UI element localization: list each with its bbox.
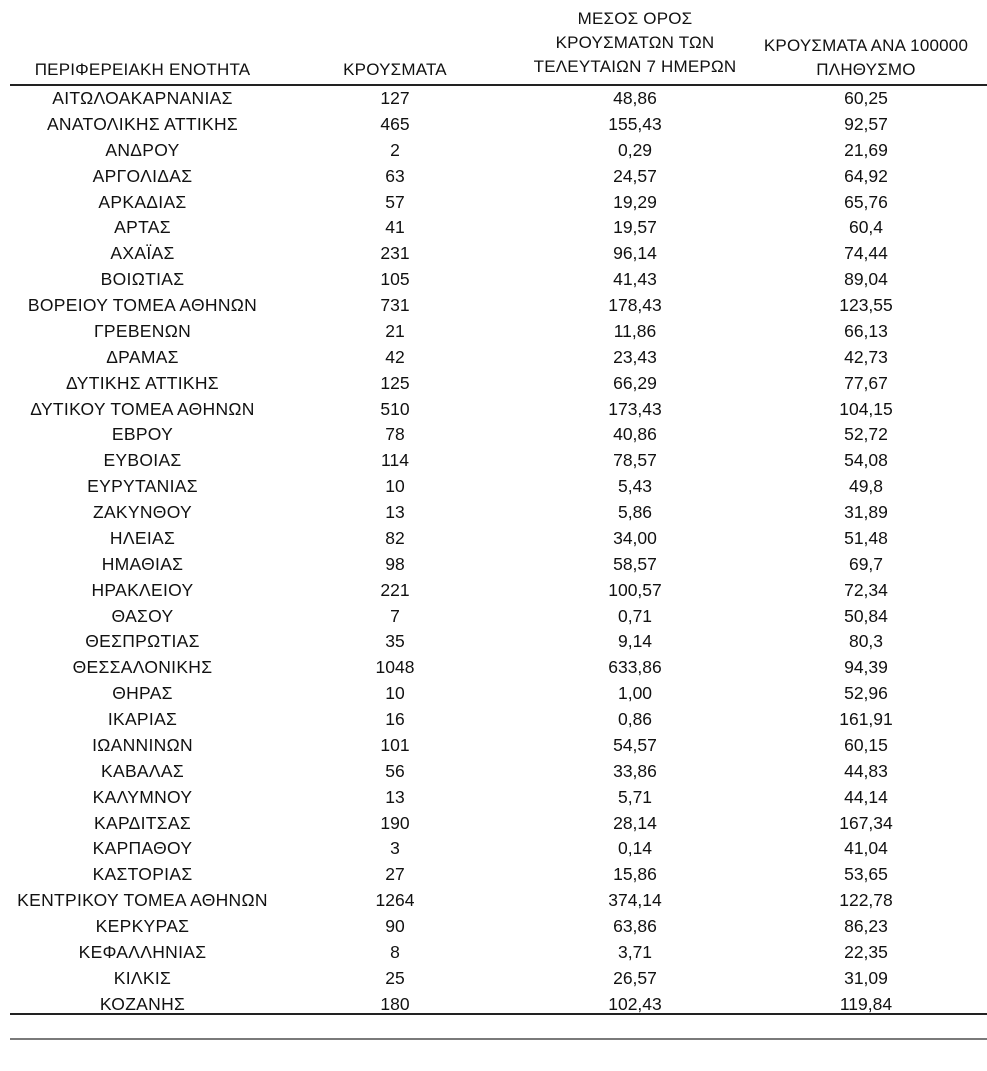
header-per100k-line-1: ΚΡΟΥΣΜΑΤΑ ΑΝΑ 100000	[763, 36, 969, 55]
cell-per100k: 44,14	[844, 786, 888, 807]
table-row	[10, 215, 987, 241]
cell-per100k: 122,78	[839, 890, 893, 911]
cases-table	[10, 0, 987, 1018]
cell-region: ΘΕΣΠΡΩΤΙΑΣ	[85, 631, 200, 652]
cell-avg7: 102,43	[608, 993, 662, 1014]
cell-per100k: 52,72	[844, 424, 888, 445]
table-row	[10, 552, 987, 578]
cell-cases: 7	[390, 605, 400, 626]
table-row	[10, 241, 987, 267]
cell-cases: 10	[385, 683, 405, 704]
table-row	[10, 681, 987, 707]
cell-cases: 114	[381, 450, 409, 471]
header-per100k-line-2: ΠΛΗΘΥΣΜΟ	[816, 60, 916, 79]
cell-per100k: 60,4	[848, 217, 884, 238]
table-row	[10, 422, 987, 448]
table-body	[10, 86, 987, 1018]
cell-region: ΘΗΡΑΣ	[112, 683, 173, 704]
cell-per100k: 119,84	[839, 993, 893, 1014]
cell-per100k: 86,23	[844, 916, 888, 936]
cell-cases: 13	[385, 502, 405, 522]
table-row	[10, 371, 987, 397]
cell-avg7: 34,00	[613, 527, 657, 548]
table-row	[10, 629, 987, 655]
cell-avg7: 3,71	[617, 941, 653, 962]
table-row	[10, 500, 987, 526]
table-row	[10, 914, 987, 940]
table-row	[10, 707, 987, 733]
cell-cases: 10	[385, 476, 405, 497]
cell-cases: 231	[380, 243, 410, 264]
page-bottom-rule	[10, 1038, 987, 1040]
cell-region: ΔΥΤΙΚΟΥ ΤΟΜΕΑ ΑΘΗΝΩΝ	[30, 398, 255, 419]
cell-per100k: 123,55	[839, 295, 893, 315]
cell-avg7: 24,57	[613, 165, 657, 186]
cell-region: ΔΡΑΜΑΣ	[106, 346, 179, 367]
cell-cases: 82	[385, 527, 405, 548]
table-row	[10, 785, 987, 811]
header-cases-line: ΚΡΟΥΣΜΑΤΑ	[343, 60, 447, 79]
cell-region: ΙΩΑΝΝΙΝΩΝ	[92, 734, 193, 755]
cell-avg7: 96,14	[613, 243, 657, 264]
cell-cases: 41	[385, 217, 405, 238]
table-row	[10, 759, 987, 785]
cell-region: ΖΑΚΥΝΘΟΥ	[92, 502, 193, 522]
cell-cases: 78	[385, 424, 405, 445]
table-row	[10, 267, 987, 293]
table-row	[10, 293, 987, 319]
cell-cases: 90	[385, 916, 405, 936]
table-row	[10, 190, 987, 216]
cell-region: ΑΙΤΩΛΟΑΚΑΡΝΑΝΙΑΣ	[52, 88, 233, 108]
table-row	[10, 319, 987, 345]
cell-per100k: 22,35	[844, 941, 888, 962]
cell-region: ΚΑΡΠΑΘΟΥ	[92, 838, 193, 859]
cell-region: ΚΕΦΑΛΛΗΝΙΑΣ	[78, 941, 207, 962]
table-row	[10, 397, 987, 423]
cell-avg7: 63,86	[613, 916, 657, 936]
table-bottom-rule	[10, 1013, 987, 1015]
cell-per100k: 80,3	[848, 631, 884, 652]
header-per100k	[745, 34, 987, 82]
cell-avg7: 40,86	[613, 424, 657, 445]
cell-cases: 8	[390, 941, 400, 962]
cell-cases: 510	[380, 398, 410, 419]
header-cases	[325, 58, 465, 82]
cell-per100k: 72,34	[844, 579, 888, 600]
cell-cases: 56	[385, 760, 405, 781]
cell-avg7: 19,57	[613, 217, 657, 238]
cell-per100k: 65,76	[844, 191, 888, 212]
cell-cases: 21	[385, 320, 405, 341]
cell-per100k: 161,91	[839, 709, 893, 729]
cell-cases: 63	[385, 165, 405, 186]
cell-region: ΗΜΑΘΙΑΣ	[101, 553, 184, 574]
cell-cases: 13	[385, 786, 405, 807]
cell-region: ΘΕΣΣΑΛΟΝΙΚΗΣ	[72, 657, 213, 678]
header-region	[10, 58, 275, 82]
cell-per100k: 31,09	[844, 967, 888, 988]
table-row	[10, 733, 987, 759]
cell-per100k: 167,34	[839, 812, 893, 833]
cell-avg7: 11,86	[613, 320, 657, 341]
cell-region: ΑΝΔΡΟΥ	[105, 139, 180, 160]
cell-avg7: 178,43	[608, 295, 662, 315]
cell-region: ΑΡΓΟΛΙΔΑΣ	[92, 165, 193, 186]
cell-per100k: 94,39	[844, 657, 888, 678]
table-row	[10, 655, 987, 681]
cell-per100k: 60,25	[844, 88, 888, 108]
table-row	[10, 862, 987, 888]
table-row	[10, 604, 987, 630]
cell-region: ΑΡΤΑΣ	[114, 217, 171, 238]
cell-avg7: 100,57	[608, 579, 662, 600]
cell-cases: 57	[385, 191, 405, 212]
cell-avg7: 0,14	[617, 838, 653, 859]
cell-cases: 3	[390, 838, 400, 859]
header-avg7-line-2: ΚΡΟΥΣΜΑΤΩΝ ΤΩΝ	[555, 33, 715, 52]
cell-cases: 105	[380, 269, 410, 290]
table-row	[10, 448, 987, 474]
cell-region: ΚΑΛΥΜΝΟΥ	[92, 786, 193, 807]
cell-avg7: 0,29	[617, 139, 653, 160]
table-row	[10, 138, 987, 164]
table-row	[10, 811, 987, 837]
cell-per100k: 92,57	[844, 113, 888, 134]
cell-region: ΚΑΒΑΛΑΣ	[101, 760, 184, 781]
cell-avg7: 633,86	[608, 657, 662, 678]
cell-cases: 180	[380, 993, 410, 1014]
cell-cases: 465	[380, 113, 410, 134]
cell-avg7: 78,57	[613, 450, 657, 471]
table-row	[10, 966, 987, 992]
cell-region: ΙΚΑΡΙΑΣ	[107, 709, 178, 729]
table-row	[10, 940, 987, 966]
cell-per100k: 31,89	[844, 502, 888, 522]
table-row	[10, 578, 987, 604]
table-row	[10, 112, 987, 138]
cell-cases: 16	[385, 709, 405, 729]
cell-per100k: 77,67	[844, 372, 888, 393]
cell-per100k: 21,69	[844, 139, 888, 160]
cell-avg7: 23,43	[613, 346, 657, 367]
cell-region: ΚΙΛΚΙΣ	[113, 967, 172, 988]
cell-region: ΑΡΚΑΔΙΑΣ	[98, 191, 187, 212]
cell-region: ΕΥΒΟΙΑΣ	[103, 450, 182, 471]
table-row	[10, 164, 987, 190]
cell-region: ΑΧΑΪΑΣ	[110, 243, 175, 264]
header-avg7-line-1: ΜΕΣΟΣ ΟΡΟΣ	[577, 9, 693, 28]
table-row	[10, 345, 987, 371]
cell-cases: 42	[385, 346, 405, 367]
cell-per100k: 44,83	[844, 760, 888, 781]
cell-avg7: 0,86	[617, 709, 653, 729]
cell-region: ΗΛΕΙΑΣ	[109, 527, 176, 548]
cell-avg7: 48,86	[613, 88, 657, 108]
cell-avg7: 54,57	[613, 734, 657, 755]
cell-region: ΚΕΝΤΡΙΚΟΥ ΤΟΜΕΑ ΑΘΗΝΩΝ	[17, 890, 268, 911]
cell-per100k: 50,84	[844, 605, 888, 626]
cell-avg7: 1,00	[617, 683, 653, 704]
table-row	[10, 474, 987, 500]
cell-cases: 101	[380, 734, 410, 755]
cell-per100k: 41,04	[844, 838, 888, 859]
cell-region: ΗΡΑΚΛΕΙΟΥ	[91, 579, 194, 600]
cell-avg7: 28,14	[613, 812, 657, 833]
cell-cases: 125	[380, 372, 410, 393]
table-header	[10, 0, 987, 86]
cell-cases: 127	[380, 88, 410, 108]
cell-per100k: 52,96	[844, 683, 888, 704]
header-avg7	[515, 7, 755, 79]
cell-per100k: 42,73	[844, 346, 888, 367]
cell-cases: 1264	[375, 890, 415, 911]
cell-region: ΓΡΕΒΕΝΩΝ	[93, 320, 192, 341]
cell-avg7: 26,57	[613, 967, 657, 988]
cell-cases: 190	[380, 812, 410, 833]
cell-cases: 221	[380, 579, 410, 600]
cell-region: ΔΥΤΙΚΗΣ ΑΤΤΙΚΗΣ	[66, 372, 219, 393]
cell-avg7: 155,43	[608, 113, 662, 134]
cell-avg7: 15,86	[613, 864, 657, 885]
cell-per100k: 49,8	[848, 476, 884, 497]
cell-cases: 98	[385, 553, 405, 574]
cell-avg7: 41,43	[613, 269, 657, 290]
cell-avg7: 58,57	[613, 553, 657, 574]
cell-region: ΚΟΖΑΝΗΣ	[99, 993, 186, 1014]
cell-per100k: 104,15	[839, 398, 893, 419]
cell-avg7: 5,71	[617, 786, 653, 807]
header-region-line: ΠΕΡΙΦΕΡΕΙΑΚΗ ΕΝΟΤΗΤΑ	[34, 60, 251, 79]
table-row	[10, 836, 987, 862]
cell-per100k: 60,15	[844, 734, 888, 755]
cell-per100k: 54,08	[844, 450, 888, 471]
cell-cases: 731	[380, 295, 410, 315]
cell-region: ΕΥΡΥΤΑΝΙΑΣ	[87, 476, 198, 497]
cell-region: ΑΝΑΤΟΛΙΚΗΣ ΑΤΤΙΚΗΣ	[46, 113, 239, 134]
cell-region: ΕΒΡΟΥ	[111, 424, 174, 445]
cell-avg7: 374,14	[608, 890, 662, 911]
cell-per100k: 66,13	[844, 320, 888, 341]
cell-per100k: 51,48	[844, 527, 888, 548]
cell-avg7: 9,14	[617, 631, 653, 652]
table-row	[10, 526, 987, 552]
header-avg7-line-3: ΤΕΛΕΥΤΑΙΩΝ 7 ΗΜΕΡΩΝ	[533, 57, 737, 76]
cell-region: ΚΑΣΤΟΡΙΑΣ	[92, 864, 193, 885]
cell-per100k: 64,92	[844, 165, 888, 186]
cell-avg7: 0,71	[617, 605, 653, 626]
cell-cases: 1048	[375, 657, 415, 678]
cell-cases: 35	[385, 631, 405, 652]
cell-region: ΚΑΡΔΙΤΣΑΣ	[94, 812, 191, 833]
cell-cases: 25	[385, 967, 405, 988]
cell-avg7: 19,29	[613, 191, 657, 212]
cell-region: ΘΑΣΟΥ	[111, 605, 174, 626]
table-row	[10, 888, 987, 914]
cell-avg7: 5,43	[617, 476, 653, 497]
cell-region: ΒΟΡΕΙΟΥ ΤΟΜΕΑ ΑΘΗΝΩΝ	[27, 295, 258, 315]
cell-region: ΒΟΙΩΤΙΑΣ	[100, 269, 185, 290]
cell-per100k: 74,44	[844, 243, 888, 264]
table-row	[10, 86, 987, 112]
cell-cases: 2	[390, 139, 400, 160]
cell-avg7: 5,86	[617, 502, 653, 522]
cell-per100k: 69,7	[848, 553, 884, 574]
cell-per100k: 89,04	[844, 269, 888, 290]
cell-avg7: 173,43	[608, 398, 662, 419]
cell-region: ΚΕΡΚΥΡΑΣ	[95, 916, 190, 936]
cell-avg7: 33,86	[613, 760, 657, 781]
cell-avg7: 66,29	[613, 372, 657, 393]
cell-cases: 27	[385, 864, 405, 885]
cell-per100k: 53,65	[844, 864, 888, 885]
